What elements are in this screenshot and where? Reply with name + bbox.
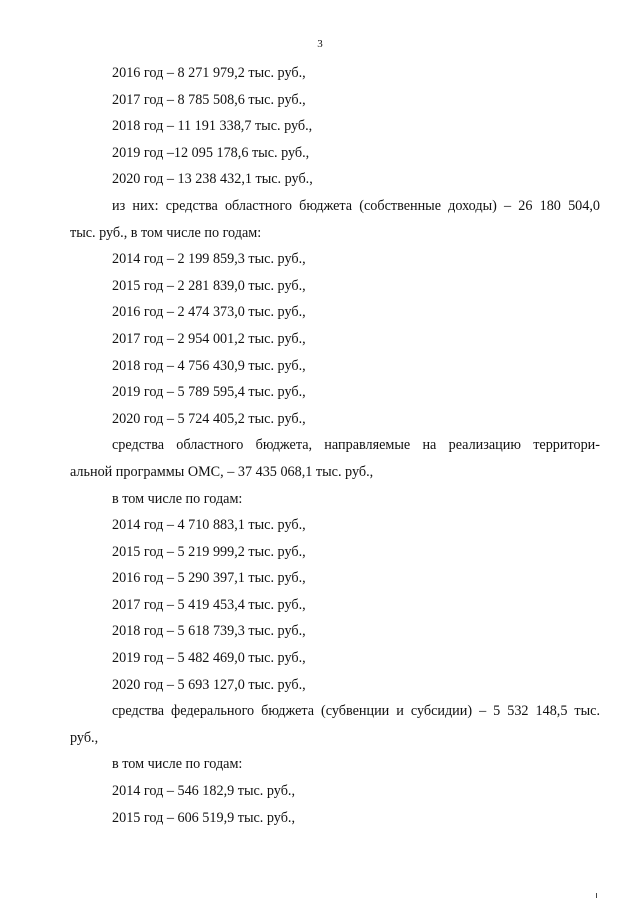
text-line: 2014 год – 2 199 859,3 тыс. руб.,: [112, 251, 306, 268]
page-number: 3: [317, 38, 323, 50]
text-line: 2020 год – 13 238 432,1 тыс. руб.,: [112, 171, 313, 188]
document-body: [70, 63, 600, 834]
text-line: 2019 год – 5 482 469,0 тыс. руб.,: [112, 650, 306, 667]
text-line: в том числе по годам:: [112, 756, 243, 773]
text-line: тыс. руб., в том числе по годам:: [70, 224, 262, 241]
text-line: 2019 год – 5 789 595,4 тыс. руб.,: [112, 384, 306, 401]
text-line: руб.,: [70, 729, 99, 746]
text-line: 2014 год – 546 182,9 тыс. руб.,: [112, 783, 296, 800]
text-line: 2017 год – 2 954 001,2 тыс. руб.,: [112, 330, 306, 347]
text-line: 2020 год – 5 693 127,0 тыс. руб.,: [112, 676, 306, 693]
text-line: 2014 год – 4 710 883,1 тыс. руб.,: [112, 517, 306, 534]
text-line: 2017 год – 5 419 453,4 тыс. руб.,: [112, 596, 306, 613]
text-line: средства федерального бюджета (субвенции и субсидии) – 5 532 148,5 тыс.: [112, 703, 600, 720]
text-line: 2017 год – 8 785 508,6 тыс. руб.,: [112, 91, 306, 108]
text-line: в том числе по годам:: [112, 490, 243, 507]
text-line: 2015 год – 606 519,9 тыс. руб.,: [112, 809, 296, 826]
text-line: 2016 год – 2 474 373,0 тыс. руб.,: [112, 304, 306, 321]
text-line: 2016 год – 5 290 397,1 тыс. руб.,: [112, 570, 306, 587]
scan-mark: [596, 893, 597, 898]
text-line: 2016 год – 8 271 979,2 тыс. руб.,: [112, 65, 306, 81]
text-line: 2020 год – 5 724 405,2 тыс. руб.,: [112, 410, 306, 427]
text-line: 2018 год – 11 191 338,7 тыс. руб.,: [112, 118, 313, 135]
text-line: 2018 год – 4 756 430,9 тыс. руб.,: [112, 357, 306, 374]
text-line: 2018 год – 5 618 739,3 тыс. руб.,: [112, 623, 306, 640]
text-line: из них: средства областного бюджета (собственные доходы) – 26 180 504,0: [112, 197, 600, 214]
text-line: 2015 год – 5 219 999,2 тыс. руб.,: [112, 543, 306, 560]
text-line: 2019 год –12 095 178,6 тыс. руб.,: [112, 144, 310, 161]
text-line: 2015 год – 2 281 839,0 тыс. руб.,: [112, 277, 306, 294]
text-line: альной программы ОМС, – 37 435 068,1 тыс. руб.,: [70, 463, 374, 480]
text-line: средства областного бюджета, направляемые на реализацию территори-: [112, 437, 600, 454]
